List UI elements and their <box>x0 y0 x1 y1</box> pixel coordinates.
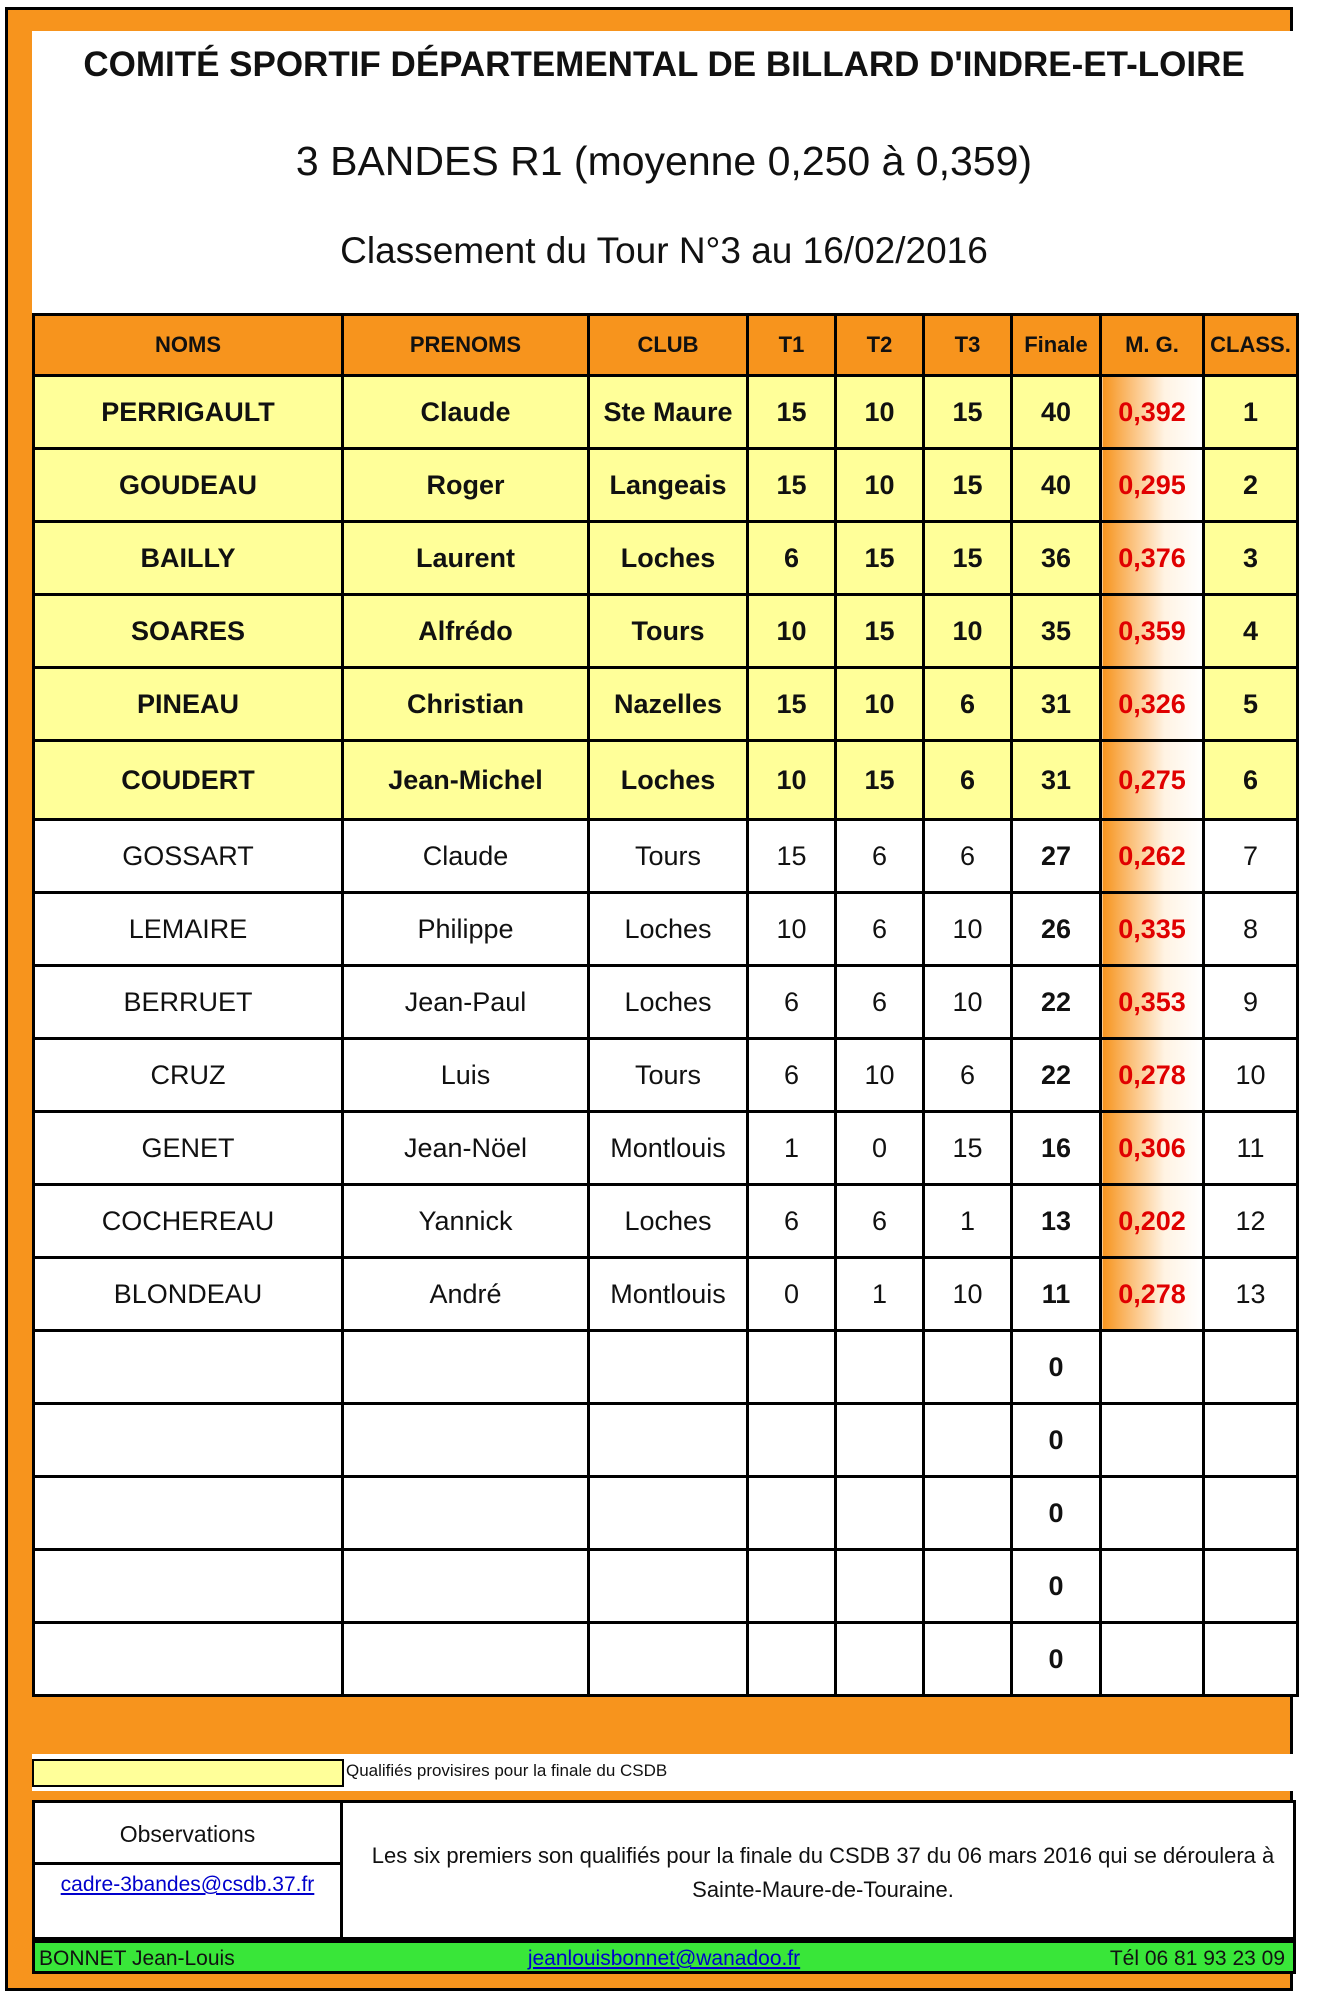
cell-t1: 6 <box>748 1039 836 1112</box>
table-row <box>34 1039 1298 1112</box>
cell-class: 9 <box>1204 966 1298 1039</box>
footer-name: BONNET Jean-Louis <box>39 1947 235 1970</box>
cell-club <box>589 1477 748 1550</box>
cell-t3: 15 <box>924 522 1012 595</box>
cell-t2: 1 <box>836 1258 924 1331</box>
cell-mg: 0,306 <box>1101 1112 1204 1185</box>
cell-t1: 10 <box>748 595 836 668</box>
table-row <box>34 1477 1298 1550</box>
col-header-noms: NOMS <box>34 315 343 376</box>
cell-nom: BERRUET <box>34 966 343 1039</box>
qualified-swatch <box>32 1759 344 1787</box>
cell-mg: 0,335 <box>1101 893 1204 966</box>
cell-t1: 15 <box>748 376 836 449</box>
cell-t3: 1 <box>924 1185 1012 1258</box>
cell-nom: PINEAU <box>34 668 343 741</box>
cell-mg <box>1101 1623 1204 1696</box>
cell-nom: COUDERT <box>34 741 343 820</box>
cell-club: Montlouis <box>589 1258 748 1331</box>
header-row <box>34 315 1298 376</box>
cell-t1 <box>748 1550 836 1623</box>
cell-mg: 0,278 <box>1101 1258 1204 1331</box>
cell-nom <box>34 1550 343 1623</box>
cell-prenom: Claude <box>343 376 589 449</box>
cell-class <box>1204 1623 1298 1696</box>
cell-mg <box>1101 1477 1204 1550</box>
ranking-table <box>32 313 1299 1697</box>
table-row <box>34 376 1298 449</box>
cell-finale: 27 <box>1012 820 1101 893</box>
cell-finale: 22 <box>1012 966 1101 1039</box>
col-header-club: CLUB <box>589 315 748 376</box>
cell-finale: 22 <box>1012 1039 1101 1112</box>
cell-t3 <box>924 1550 1012 1623</box>
cell-class: 13 <box>1204 1258 1298 1331</box>
cell-class <box>1204 1404 1298 1477</box>
cell-nom: BAILLY <box>34 522 343 595</box>
cell-club: Loches <box>589 741 748 820</box>
cell-finale: 0 <box>1012 1331 1101 1404</box>
cell-prenom: Philippe <box>343 893 589 966</box>
cell-t1: 6 <box>748 1185 836 1258</box>
cell-club: Langeais <box>589 449 748 522</box>
cell-prenom: Laurent <box>343 522 589 595</box>
cell-nom: PERRIGAULT <box>34 376 343 449</box>
category-title: 3 BANDES R1 (moyenne 0,250 à 0,359) <box>295 138 1033 184</box>
cell-mg: 0,376 <box>1101 522 1204 595</box>
cell-club: Loches <box>589 966 748 1039</box>
cell-class: 11 <box>1204 1112 1298 1185</box>
cell-t2: 10 <box>836 668 924 741</box>
cell-t2: 0 <box>836 1112 924 1185</box>
cell-class: 5 <box>1204 668 1298 741</box>
cell-t2: 15 <box>836 595 924 668</box>
table-row <box>34 1331 1298 1404</box>
table-row <box>34 522 1298 595</box>
qualified-legend-text: Qualifiés provisires pour la finale du CSDB <box>346 1761 668 1780</box>
cell-t1 <box>748 1477 836 1550</box>
col-header-t1: T1 <box>748 315 836 376</box>
cell-club <box>589 1404 748 1477</box>
cell-t3 <box>924 1477 1012 1550</box>
observations-label: Observations <box>35 1803 340 1865</box>
cell-mg: 0,275 <box>1101 741 1204 820</box>
cell-prenom: Jean-Paul <box>343 966 589 1039</box>
cell-t3: 6 <box>924 741 1012 820</box>
cell-t2 <box>836 1623 924 1696</box>
cell-club <box>589 1331 748 1404</box>
cell-nom: LEMAIRE <box>34 893 343 966</box>
cell-nom: GOSSART <box>34 820 343 893</box>
cell-t1 <box>748 1623 836 1696</box>
cell-t3: 10 <box>924 595 1012 668</box>
legend <box>32 1754 1296 1791</box>
col-header-prenoms: PRENOMS <box>343 315 589 376</box>
cell-prenom: Alfrédo <box>343 595 589 668</box>
cell-mg: 0,353 <box>1101 966 1204 1039</box>
table-row <box>34 1404 1298 1477</box>
cell-t1: 15 <box>748 668 836 741</box>
table-row <box>34 1623 1298 1696</box>
cell-nom <box>34 1623 343 1696</box>
cell-t2: 6 <box>836 893 924 966</box>
cell-finale: 36 <box>1012 522 1101 595</box>
cell-prenom: Claude <box>343 820 589 893</box>
cell-t2: 10 <box>836 376 924 449</box>
cell-mg <box>1101 1331 1204 1404</box>
cell-prenom <box>343 1623 589 1696</box>
cell-club: Loches <box>589 893 748 966</box>
cell-t1: 15 <box>748 820 836 893</box>
cell-t3: 10 <box>924 966 1012 1039</box>
cell-nom: GOUDEAU <box>34 449 343 522</box>
cell-finale: 26 <box>1012 893 1101 966</box>
observations-box <box>32 1800 1296 1940</box>
cell-t3: 6 <box>924 820 1012 893</box>
table-row <box>34 595 1298 668</box>
col-header-finale: Finale <box>1012 315 1101 376</box>
ranking-title: Classement du Tour N°3 au 16/02/2016 <box>340 230 988 271</box>
cell-club: Tours <box>589 1039 748 1112</box>
cell-class: 3 <box>1204 522 1298 595</box>
cell-finale: 40 <box>1012 449 1101 522</box>
cell-finale: 16 <box>1012 1112 1101 1185</box>
cell-club: Tours <box>589 820 748 893</box>
cell-finale: 0 <box>1012 1404 1101 1477</box>
table-row <box>34 893 1298 966</box>
table-row <box>34 820 1298 893</box>
header <box>32 31 1296 314</box>
cell-t1: 0 <box>748 1258 836 1331</box>
cell-mg: 0,295 <box>1101 449 1204 522</box>
cell-mg <box>1101 1550 1204 1623</box>
footer-email-link[interactable]: jeanlouisbonnet@wanadoo.fr <box>527 1947 801 1970</box>
cell-t3: 15 <box>924 449 1012 522</box>
cell-nom <box>34 1404 343 1477</box>
cell-nom: GENET <box>34 1112 343 1185</box>
cell-class: 2 <box>1204 449 1298 522</box>
table-row <box>34 1258 1298 1331</box>
cell-t2 <box>836 1550 924 1623</box>
cell-t1: 15 <box>748 449 836 522</box>
cell-t2: 6 <box>836 1185 924 1258</box>
cell-nom: COCHEREAU <box>34 1185 343 1258</box>
cell-mg: 0,202 <box>1101 1185 1204 1258</box>
cell-finale: 31 <box>1012 741 1101 820</box>
cell-class <box>1204 1331 1298 1404</box>
col-header-t3: T3 <box>924 315 1012 376</box>
cell-class <box>1204 1477 1298 1550</box>
cell-class: 10 <box>1204 1039 1298 1112</box>
cell-class: 12 <box>1204 1185 1298 1258</box>
cell-mg <box>1101 1404 1204 1477</box>
cell-prenom: Yannick <box>343 1185 589 1258</box>
cell-t1: 6 <box>748 522 836 595</box>
cell-class: 6 <box>1204 741 1298 820</box>
cell-t3 <box>924 1404 1012 1477</box>
cell-t2: 10 <box>836 1039 924 1112</box>
cell-finale: 0 <box>1012 1550 1101 1623</box>
cell-finale: 40 <box>1012 376 1101 449</box>
cell-club <box>589 1623 748 1696</box>
cell-class <box>1204 1550 1298 1623</box>
cell-t2: 15 <box>836 741 924 820</box>
cell-finale: 13 <box>1012 1185 1101 1258</box>
col-header-class: CLASS. <box>1204 315 1298 376</box>
cell-class: 4 <box>1204 595 1298 668</box>
cell-t3: 6 <box>924 668 1012 741</box>
cell-t2 <box>836 1477 924 1550</box>
cell-club <box>589 1550 748 1623</box>
cell-finale: 31 <box>1012 668 1101 741</box>
cell-mg: 0,359 <box>1101 595 1204 668</box>
cell-finale: 0 <box>1012 1623 1101 1696</box>
cell-t2: 6 <box>836 966 924 1039</box>
cell-mg: 0,326 <box>1101 668 1204 741</box>
cell-prenom: Roger <box>343 449 589 522</box>
table-row <box>34 1185 1298 1258</box>
cell-t2 <box>836 1331 924 1404</box>
cell-club: Montlouis <box>589 1112 748 1185</box>
cell-t2: 15 <box>836 522 924 595</box>
cell-prenom: Jean-Nöel <box>343 1112 589 1185</box>
observations-left <box>35 1803 343 1937</box>
cell-club: Ste Maure <box>589 376 748 449</box>
cell-t3: 6 <box>924 1039 1012 1112</box>
cell-prenom <box>343 1404 589 1477</box>
observations-text: Les six premiers son qualifiés pour la finale du CSDB 37 du 06 mars 2016 qui se déroulera à Sainte-Maure-de-Touraine. <box>371 1843 1275 1902</box>
table-row <box>34 449 1298 522</box>
cell-nom <box>34 1331 343 1404</box>
col-header-mg: M. G. <box>1101 315 1204 376</box>
cell-nom <box>34 1477 343 1550</box>
cell-prenom <box>343 1550 589 1623</box>
table-row <box>34 966 1298 1039</box>
cell-t3 <box>924 1331 1012 1404</box>
cell-t1: 1 <box>748 1112 836 1185</box>
cell-t1 <box>748 1331 836 1404</box>
cell-class: 8 <box>1204 893 1298 966</box>
table-row <box>34 1550 1298 1623</box>
col-header-t2: T2 <box>836 315 924 376</box>
cell-t3: 15 <box>924 1112 1012 1185</box>
cell-t2 <box>836 1404 924 1477</box>
cell-club: Tours <box>589 595 748 668</box>
cell-t3 <box>924 1623 1012 1696</box>
cell-mg: 0,262 <box>1101 820 1204 893</box>
cell-nom: CRUZ <box>34 1039 343 1112</box>
cell-finale: 11 <box>1012 1258 1101 1331</box>
footer-phone: Tél 06 81 93 23 09 <box>1109 1947 1285 1970</box>
cell-class: 7 <box>1204 820 1298 893</box>
cell-prenom: Jean-Michel <box>343 741 589 820</box>
cell-t2: 10 <box>836 449 924 522</box>
cell-class: 1 <box>1204 376 1298 449</box>
cell-mg: 0,392 <box>1101 376 1204 449</box>
cell-prenom <box>343 1331 589 1404</box>
cell-t1: 10 <box>748 741 836 820</box>
cell-t3: 10 <box>924 1258 1012 1331</box>
table-row <box>34 668 1298 741</box>
cell-finale: 0 <box>1012 1477 1101 1550</box>
footer <box>32 1940 1296 1974</box>
cell-t3: 10 <box>924 893 1012 966</box>
cell-club: Loches <box>589 1185 748 1258</box>
cell-prenom <box>343 1477 589 1550</box>
cell-t2: 6 <box>836 820 924 893</box>
cell-t1: 6 <box>748 966 836 1039</box>
table-row <box>34 741 1298 820</box>
cell-prenom: André <box>343 1258 589 1331</box>
cell-t1: 10 <box>748 893 836 966</box>
cell-prenom: Christian <box>343 668 589 741</box>
cell-mg: 0,278 <box>1101 1039 1204 1112</box>
cell-nom: SOARES <box>34 595 343 668</box>
cell-t1 <box>748 1404 836 1477</box>
cell-finale: 35 <box>1012 595 1101 668</box>
cell-club: Nazelles <box>589 668 748 741</box>
cell-t3: 15 <box>924 376 1012 449</box>
cell-prenom: Luis <box>343 1039 589 1112</box>
table-row <box>34 1112 1298 1185</box>
observations-email-link[interactable]: cadre-3bandes@csdb.37.fr <box>60 1873 315 1896</box>
cell-club: Loches <box>589 522 748 595</box>
committee-title: COMITÉ SPORTIF DÉPARTEMENTAL DE BILLARD D'INDRE-ET-LOIRE <box>83 45 1245 84</box>
cell-nom: BLONDEAU <box>34 1258 343 1331</box>
